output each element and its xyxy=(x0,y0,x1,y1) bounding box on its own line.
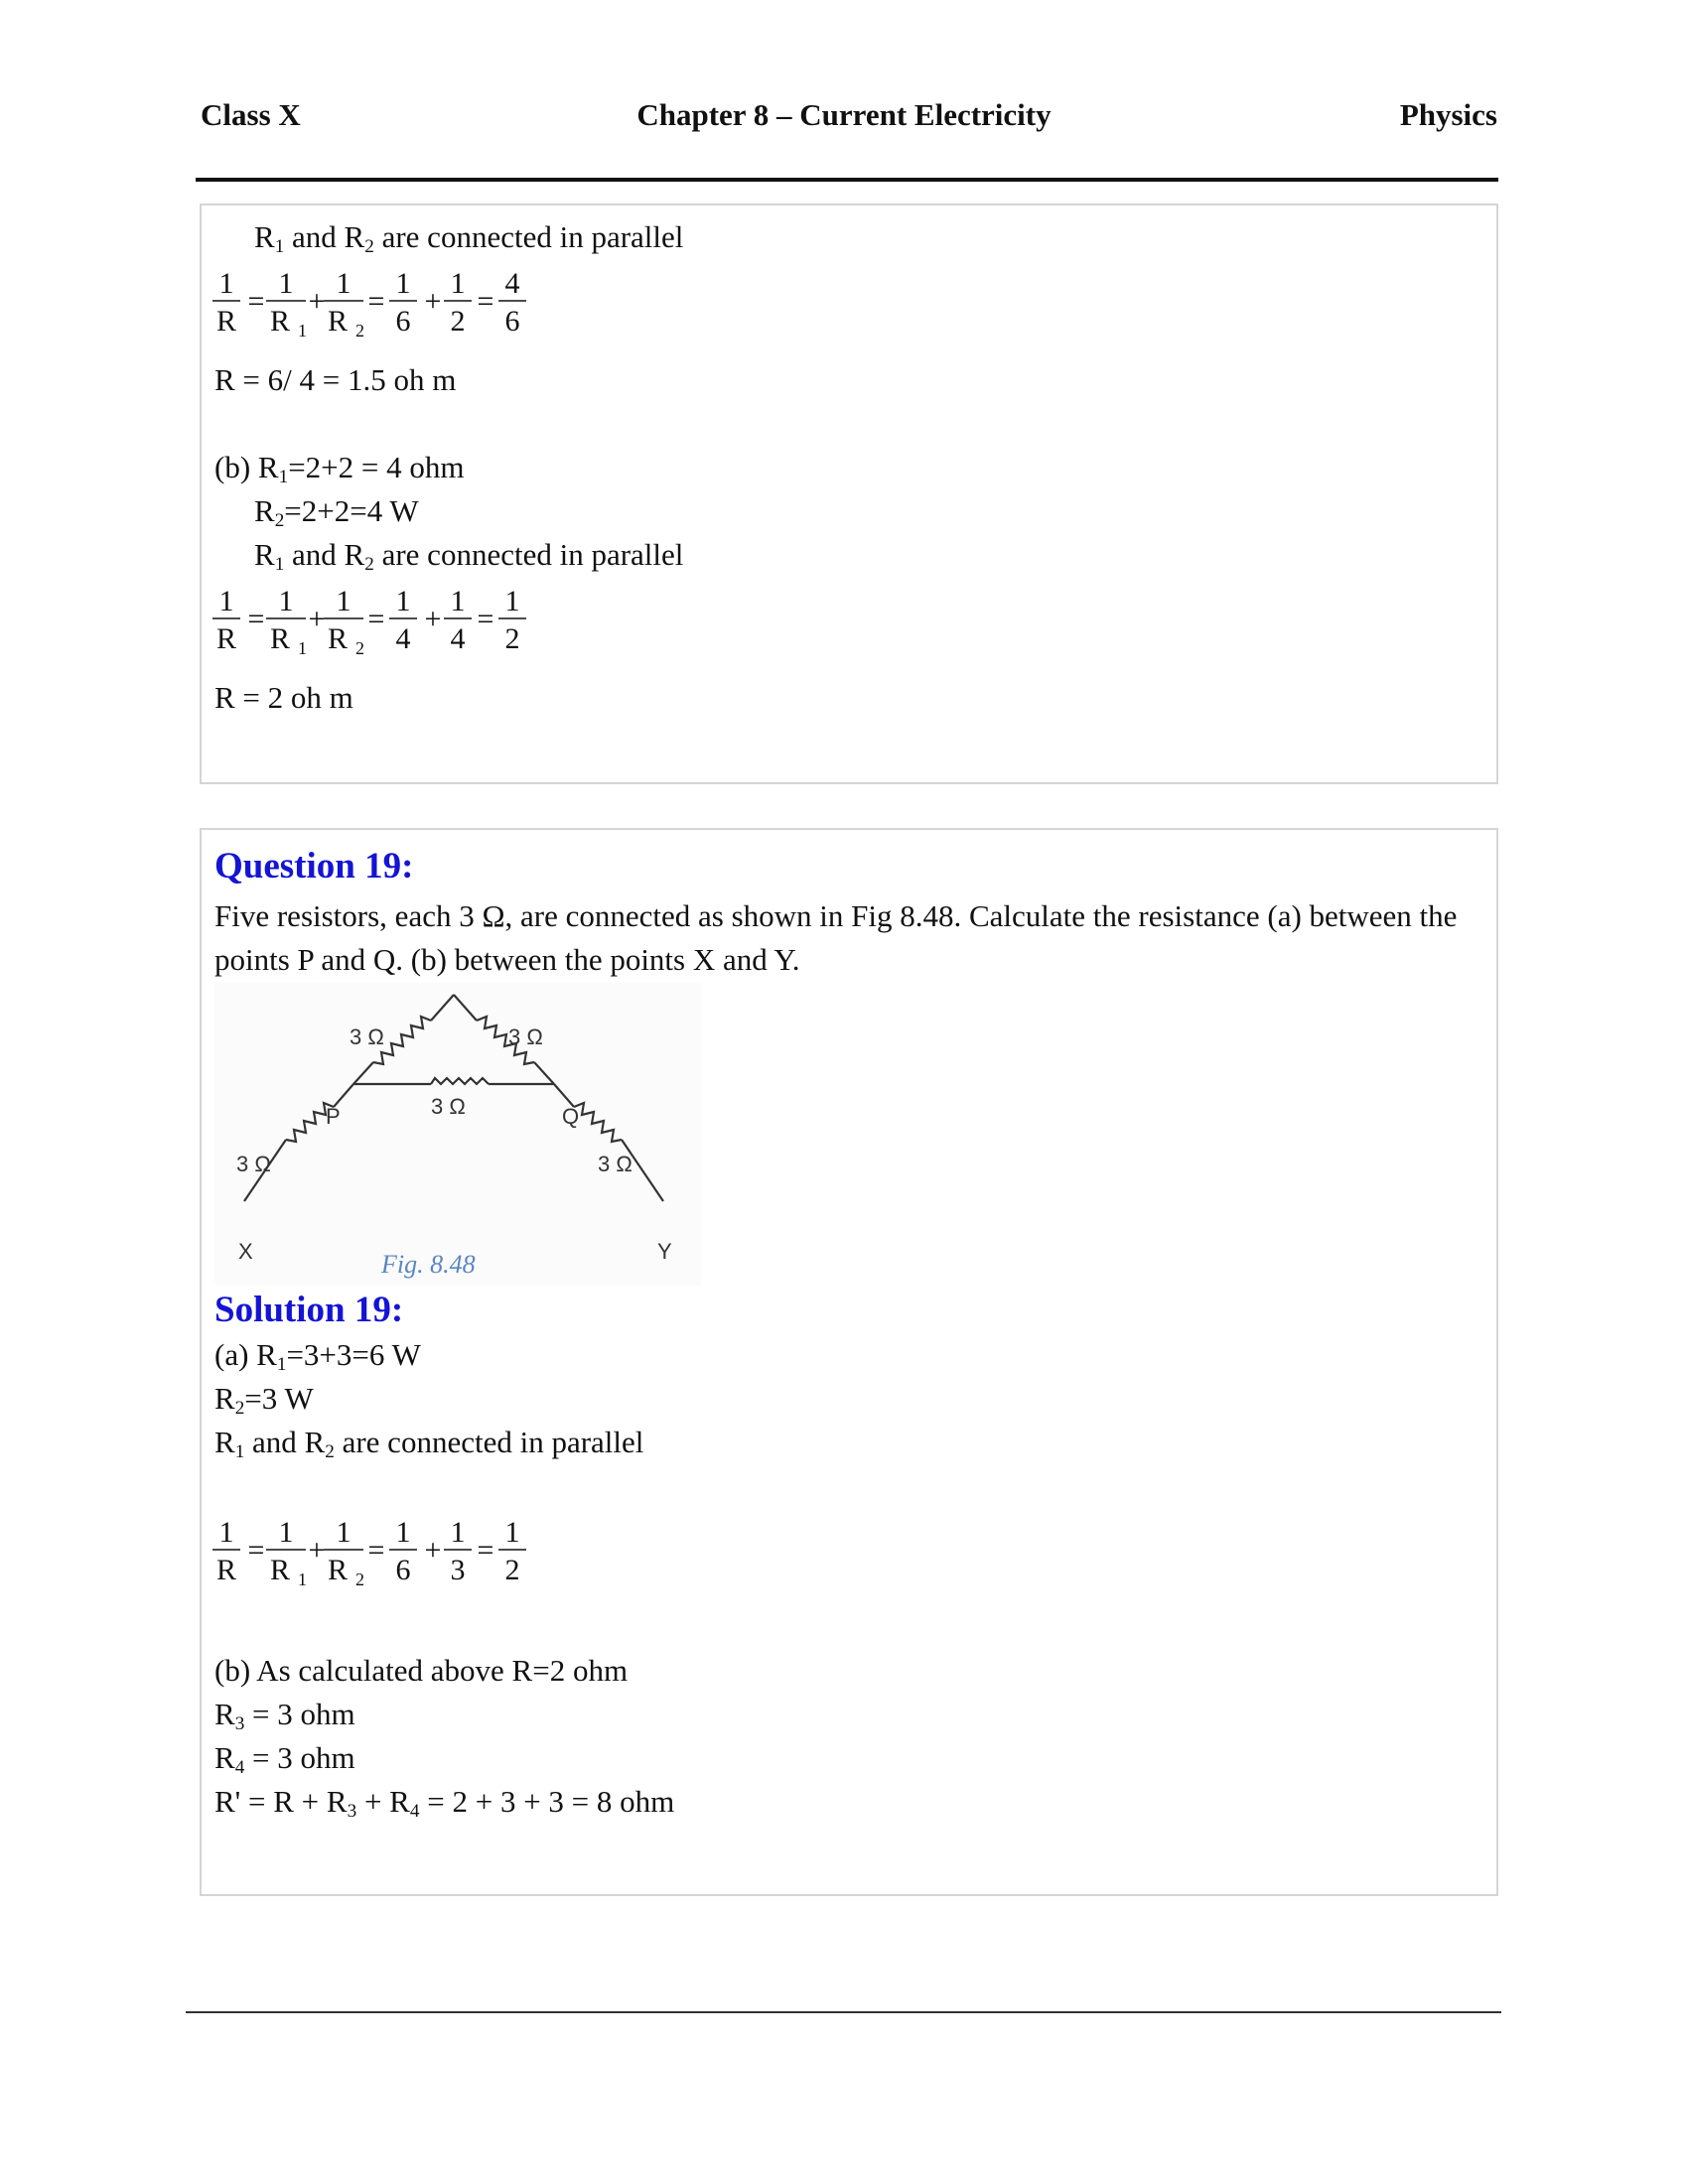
numerator: 1 xyxy=(395,267,411,300)
equals-sign: = xyxy=(477,1534,494,1567)
result-1: R = 6/ 4 = 1.5 oh m xyxy=(214,362,457,397)
label-r-top-left: 3 Ω xyxy=(350,1024,384,1049)
denominator: R xyxy=(327,622,349,655)
header-chapter-title: Chapter 8 – Current Electricity xyxy=(636,97,1052,132)
equals-sign: = xyxy=(367,603,385,635)
denominator: R xyxy=(215,1554,237,1586)
denominator-subscript: 2 xyxy=(355,321,364,341)
question-text: Five resistors, each 3 Ω, are connected as shown in Fig 8.48. Calculate the resistance (a) between the points P and Q. (b) between the points X and Y. xyxy=(214,898,1458,977)
solution-title: Solution 19: xyxy=(214,1290,404,1330)
equals-sign: = xyxy=(247,285,265,318)
label-r-middle: 3 Ω xyxy=(431,1094,466,1119)
denominator: 2 xyxy=(504,622,520,655)
result-2: R = 2 oh m xyxy=(214,680,353,715)
plus-sign: + xyxy=(424,285,442,318)
question-title: Question 19: xyxy=(214,846,414,887)
figure-8-48 xyxy=(214,983,701,1286)
numerator: 1 xyxy=(504,585,520,617)
numerator: 1 xyxy=(278,267,294,300)
numerator: 1 xyxy=(218,585,234,617)
denominator: 2 xyxy=(450,305,466,338)
denominator-subscript: 1 xyxy=(298,638,307,658)
equation-3 xyxy=(214,1512,582,1591)
label-point-y: Y xyxy=(657,1239,672,1264)
numerator: 1 xyxy=(504,1516,520,1549)
part-b-r3-line: $R_3 = 3$ ohm xyxy=(214,1697,355,1734)
equation-2 xyxy=(214,581,582,660)
denominator: 6 xyxy=(504,305,520,338)
numerator: 1 xyxy=(450,267,466,300)
numerator: 1 xyxy=(278,1516,294,1549)
label-point-p: P xyxy=(326,1104,341,1129)
label-point-q: Q xyxy=(562,1104,580,1129)
denominator: 6 xyxy=(395,305,411,338)
denominator: 4 xyxy=(450,622,466,655)
denominator: 2 xyxy=(504,1554,520,1586)
part-b-total-line: $R' = R + R_3 + R_4 = 2 + 3 + 3 = 8$ ohm xyxy=(214,1784,675,1822)
wire xyxy=(353,1062,373,1084)
denominator-subscript: 1 xyxy=(298,1570,307,1589)
numerator: 1 xyxy=(336,267,352,300)
parallel-statement-1: $R_1$ and $R_2$ are connected in parallel xyxy=(254,219,684,257)
denominator: R xyxy=(269,1554,291,1586)
header-class: Class X xyxy=(201,97,301,132)
plus-sign: + xyxy=(308,603,326,635)
label-r-bottom-right: 3 Ω xyxy=(598,1152,633,1176)
resistor-middle xyxy=(431,1078,489,1084)
numerator: 1 xyxy=(278,585,294,617)
numerator: 1 xyxy=(336,585,352,617)
numerator: 1 xyxy=(336,1516,352,1549)
parallel-statement-2: $R_1$ and $R_2$ are connected in parallel xyxy=(254,537,684,575)
equals-sign: = xyxy=(367,1534,385,1567)
part-b-r4-line: $R_4 = 3$ ohm xyxy=(214,1740,355,1778)
equals-sign: = xyxy=(477,285,494,318)
equals-sign: = xyxy=(247,603,265,635)
part-b-r2-line: $R_2=2+2=4$ W xyxy=(254,493,419,531)
denominator: 3 xyxy=(450,1554,466,1586)
denominator: 4 xyxy=(395,622,411,655)
wire xyxy=(534,1062,554,1084)
plus-sign: + xyxy=(424,1534,442,1567)
numerator: 1 xyxy=(450,1516,466,1549)
denominator-subscript: 2 xyxy=(355,638,364,658)
label-r-top-right: 3 Ω xyxy=(508,1024,543,1049)
part-b-statement: (b) As calculated above R=2 ohm xyxy=(214,1653,629,1688)
denominator: R xyxy=(215,305,237,338)
label-r-bottom-left: 3 Ω xyxy=(236,1152,271,1176)
label-point-x: X xyxy=(238,1239,253,1264)
part-b-r1-line: (b) $R_1=2+2 = 4$ ohm xyxy=(214,450,465,487)
equation-1 xyxy=(214,263,582,342)
parallel-statement-3: $R_1$ and $R_2$ are connected in parallel xyxy=(214,1425,644,1462)
equals-sign: = xyxy=(477,603,494,635)
denominator-subscript: 1 xyxy=(298,321,307,341)
part-a-r2-line: $R_2=3$ W xyxy=(214,1381,314,1419)
wire xyxy=(454,995,477,1021)
denominator: R xyxy=(327,1554,349,1586)
plus-sign: + xyxy=(424,603,442,635)
header-subject: Physics xyxy=(1399,97,1497,132)
denominator: R xyxy=(215,622,237,655)
plus-sign: + xyxy=(308,285,326,318)
numerator: 1 xyxy=(395,585,411,617)
wire xyxy=(431,995,454,1021)
equals-sign: = xyxy=(367,285,385,318)
numerator: 4 xyxy=(504,267,520,300)
numerator: 1 xyxy=(450,585,466,617)
numerator: 1 xyxy=(395,1516,411,1549)
resistor-bottom-right xyxy=(574,1103,622,1142)
denominator: R xyxy=(327,305,349,338)
footer-rule xyxy=(186,2011,1501,2013)
numerator: 1 xyxy=(218,1516,234,1549)
equals-sign: = xyxy=(247,1534,265,1567)
denominator: 6 xyxy=(395,1554,411,1586)
numerator: 1 xyxy=(218,267,234,300)
denominator: R xyxy=(269,622,291,655)
denominator-subscript: 2 xyxy=(355,1570,364,1589)
figure-caption: Fig. 8.48 xyxy=(381,1250,476,1279)
part-a-r1-line: (a) $R_1=3+3=6$ W xyxy=(214,1337,421,1375)
header-rule xyxy=(196,178,1498,182)
plus-sign: + xyxy=(308,1534,326,1567)
denominator: R xyxy=(269,305,291,338)
